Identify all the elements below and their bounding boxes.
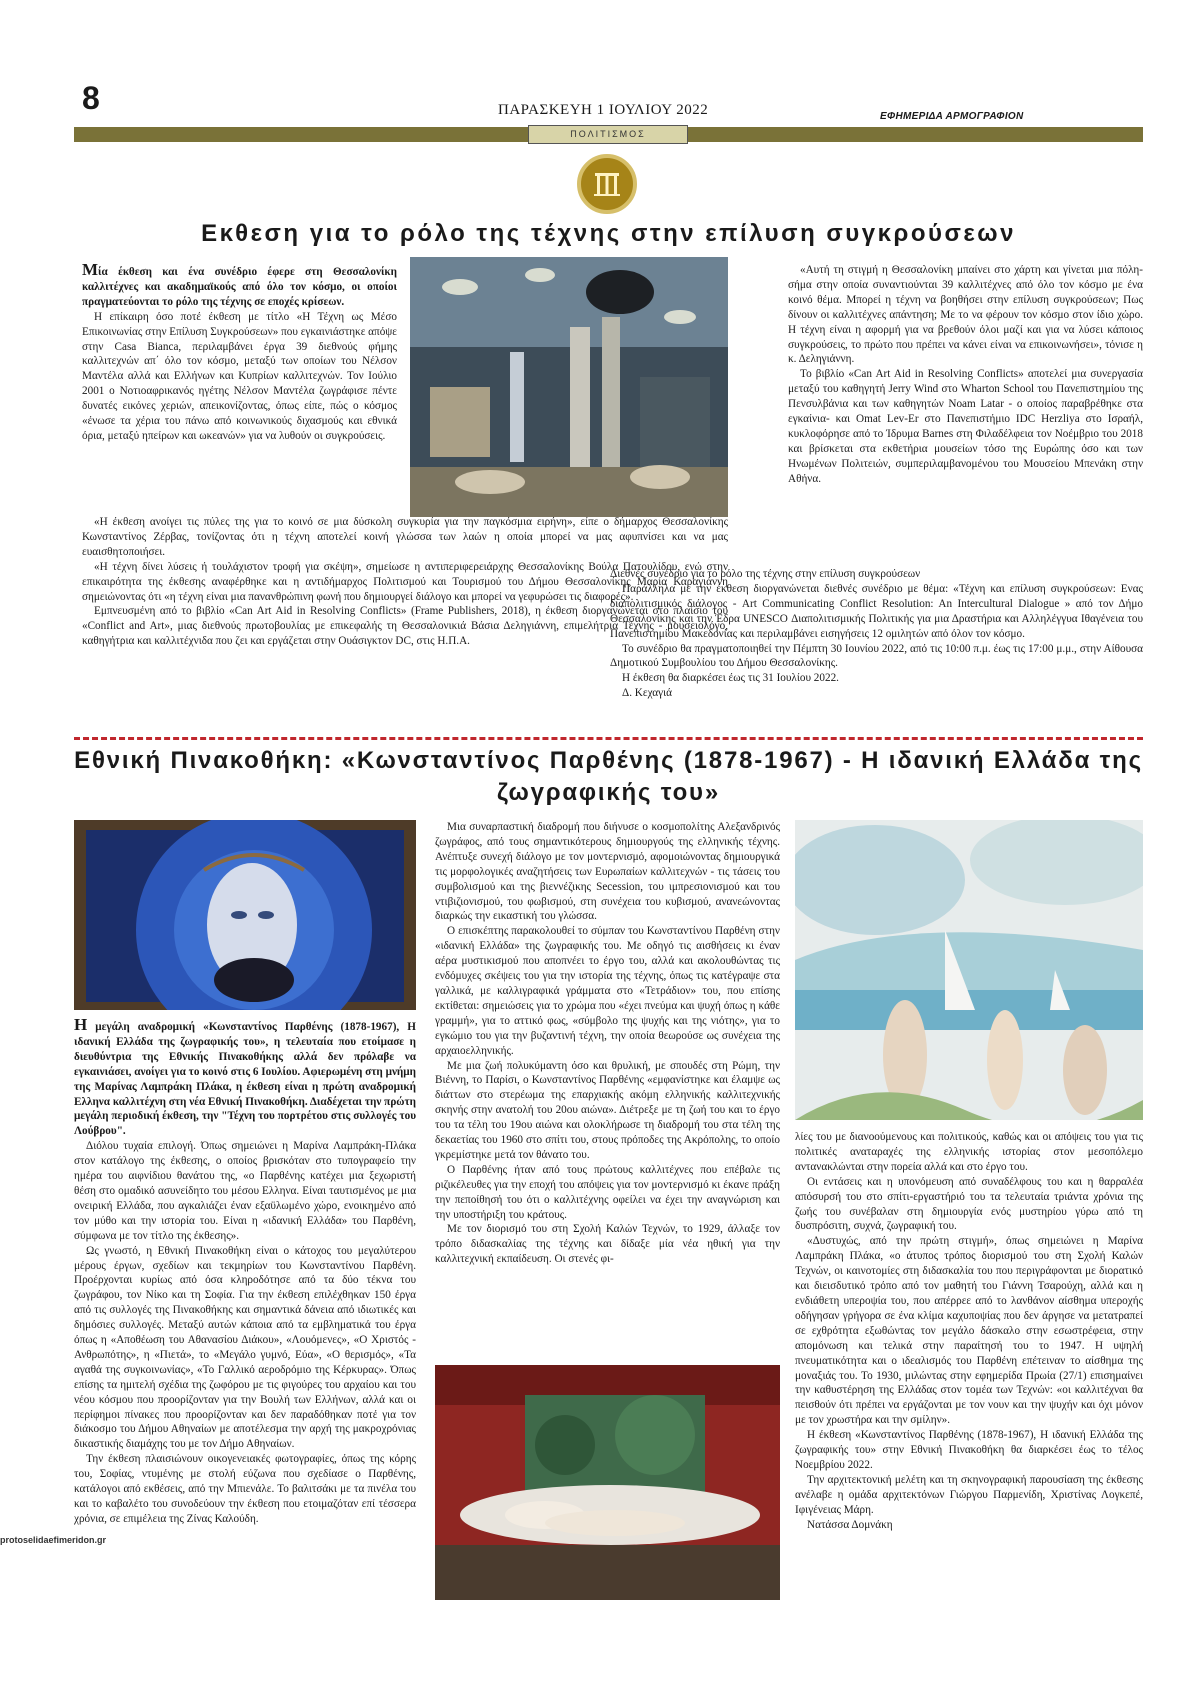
article1-paragraph: Εμπνευσμένη από το βιβλίο «Can Art Aid in Resolving Conflicts» (Frame Publishers, 2018), η έκθεση διοργανώνεται στο πλαίσιο του «Conflict and Art», μιας διεθνούς πρωτοβουλίας με επικεφαλής τη Θεσσαλονικιά Βάσια Δεληγιάννη, επιμελήτρια Τέχνης - μουσειολόγο, καθηγήτρια και καλλιτέχνιδα που ζει και εργάζεται στην Ουάσιγκτον DC, στις Η.Π.Α. [82, 605, 728, 648]
article2-col2 [435, 820, 780, 1267]
source-watermark: protoselidaefimeridon.gr [0, 1535, 107, 1545]
article1-paragraph: Το βιβλίο «Can Art Aid in Resolving Conflicts» αποτελεί μια συνεργασία μεταξύ του καθηγητή Jerry Wind στο Wharton School του Πανεπιστημίου της Πενσυλβάνια και των καθηγητών Noam Latar - ο οποίος παραβρέθηκε στα εγκαίνια- και Omat Lev-Er στο Πανεπιστήμιο IDC Herzliya στο Ισραήλ, κυκλοφόρησε από το Ίδρυμα Barnes στη Φιλαδέλφεια τον Νοέμβριο του 2018 και βρίσκεται στα εκθετήρια μουσείων τόσο της Ευρώπης όσο και των Ηνωμένων Πολιτειών, συμπεριλαμβανομένου του Μουσείου Μπενάκη στην Αθήνα. [788, 368, 1143, 485]
article2-headline: Εθνική Πινακοθήκη: «Κωνσταντίνος Παρθένης (1878-1967) - Η ιδανική Ελλάδα της ζωγραφικής του» [74, 747, 1143, 806]
article1-paragraph: «Αυτή τη στιγμή η Θεσσαλονίκη μπαίνει στο χάρτη και γίνεται μια πόλη-σήμα στην οποία συναντιούνται 39 καλλιτέχνες από όλο τον κόσμο με ένα κοινό θέμα. Μπορεί η τέχνη να βοηθήσει στην επίλυση συγκρούσεων; Πως δίνουν οι καλλιτέχνες απάντηση; Με το να φέρουν τον κόσμο στον ίδιο χώρο. Η τέχνη είναι η αφορμή για να βρεθούν όλοι μαζί και για να λύσει κάποιος συγκρούσεις, το πρώτο που πρέπει να κάνει είναι να επικοινωνήσει», τόνισε η κ. Δεληγιάννη. [788, 264, 1143, 366]
article1-paragraph: Το συνέδριο θα πραγματοποιηθεί την Πέμπτη 30 Ιουνίου 2022, από τις 10:00 π.μ. έως τις 17:00 μ.μ., στην Αίθουσα Δημοτικού Συμβουλίου του Δήμου Θεσσαλονίκης. [610, 642, 1143, 670]
article2-col3 [795, 1130, 1143, 1532]
article2-paragraph: Οι εντάσεις και η υπονόμευση από συναδέλφους του και η θαρραλέα απόσυρσή του στο σπίτι-εργαστήριό του τα τελευταία τριάντα χρόνια της ζωής του συνέβαλαν στη δημιουργία ενός μυστηρίου γύρω από τη δυσπρόσιτη, συχνά, ζωγραφική του. [795, 1175, 1143, 1233]
article2-paragraph: Η έκθεση «Κωνσταντίνος Παρθένης (1878-1967), Η ιδανική Ελλάδα της ζωγραφικής του» στην Εθνική Πινακοθήκη θα διαρκέσει έως το τέλος Νοεμβρίου 2022. [795, 1429, 1143, 1471]
masthead: ΕΦΗΜΕΡΙΔΑ ΑΡΜΟΓΡΑΦΙΟΝ [880, 111, 1024, 122]
article1-conference-block [610, 567, 1143, 701]
article1-paragraph: Η έκθεση θα διαρκέσει έως τις 31 Ιουλίου 2022. [622, 672, 839, 685]
article1-col1 [82, 260, 397, 444]
article2-byline: Νατάσσα Δομνάκη [807, 1518, 893, 1531]
article1-lead: Μία έκθεση και ένα συνέδριο έφερε στη Θεσσαλονίκη καλλιτέχνες και ακαδημαϊκούς από όλο τον κόσμο, οι οποίοι πραγματεύονται το ρόλο της τέχνης σε εποχές κρίσεων. [82, 260, 397, 308]
article1-paragraph: «Η έκθεση ανοίγει τις πύλες της για το κοινό σε μια δύσκολη συγκυρία για την παγκόσμια ειρήνη», είπε ο δήμαρχος Θεσσαλονίκης Κωνσταντίνος Ζέρβας, τονίζοντας ότι η τέχνη αποτελεί κοινή γλώσσα των λαών η οποία μπορεί να μας αφυπνίσει και να μας ευαισθητοποιήσει. [82, 516, 728, 558]
article2-paragraph: Την αρχιτεκτονική μελέτη και τη σκηνογραφική παρουσίαση της έκθεσης ανέλαβε η ομάδα αρχιτεκτόνων Γιώργου Παρμενίδη, Χριστίνας Λογκεπέ, Ιφιγένειας Μάρη. [795, 1473, 1143, 1516]
article1-artwork [410, 257, 728, 517]
article1-byline: Δ. Κεχαγιά [622, 687, 672, 700]
issue-date: ΠΑΡΑΣΚΕΥΗ 1 ΙΟΥΛΙΟΥ 2022 [498, 102, 709, 118]
page-number: 8 [82, 80, 100, 116]
article2-paragraph: Μια συναρπαστική διαδρομή που διήνυσε ο κοσμοπολίτης Αλεξανδρινός ζωγράφος, από τους σημαντικότερους δημιουργούς της ελληνικής τέχνης. Ανέπτυξε συνεχή διάλογο με τον μοντερνισμό, αφομοιώνοντας δημιουργικά τις μορφολογικές αναζητήσεις των Ευρωπαίων καλλιτεχνών - τις τάσεις του συμβολισμού και της βιεννέζικης Secession, του ιμπρεσιονισμού και του ντιβιζιονισμού, του φωβισμού, στη συνέχεια του κυβισμού, ανανεώνοντας διαρκώς την εικαστική του γλώσσα. [435, 821, 780, 923]
section-label: ΠΟΛΙΤΙΣΜΟΣ [528, 125, 688, 144]
article2-lead: Η μεγάλη αναδρομική «Κωνσταντίνος Παρθένης (1878-1967), Η ιδανική Ελλάδα της ζωγραφικής του», η τελευταία που ετοίμασε η διευθύντρια της Εθνικής Πινακοθήκης αλλά δεν πρόλαβε να εγκαινιάσει, ανοίγει για το κοινό στις 6 Ιουλίου. Αφιερωμένη στη μνήμη της Μαρίνας Λαμπράκη Πλάκα, η έκθεση είναι η πρώτη αναδρομική Ελληνα καλλιτέχνη στη νέα Εθνική Πινακοθήκη. Διαδέχεται την πρώτη μεγάλη περιοδική έκθεση, την "Τέχνη του πορτρέτου στις συλλογές του Λούβρου". [74, 1015, 416, 1138]
article2-paragraph: λίες του με διανοούμενους και πολιτικούς, καθώς και οι απόψεις του για τις πολιτικές αναταραχές της ελληνικής ιστορίας στον μεσοπόλεμο αντανακλώνται στην πορεία αλλά και στο έργο του. [795, 1131, 1143, 1173]
article2-paragraph: «Δυστυχώς, από την πρώτη στιγμή», όπως σημειώνει η Μαρίνα Λαμπράκη Πλάκα, «ο άτυπος τρόπος διορισμού του στη Σχολή Καλών Τεχνών, οι καινοτομίες στη διδασκαλία του που περιγράφονται με διορατικό και διεισδυτικό τρόπο από τον μαθητή του Γιάννη Τσαρούχη, αλλά και η ενδιάθετη υπεροψία του, που απέρρεε από το λανθάνον αίσθημα υπεροχής οδήγησαν γρήγορα σε ένα κλίμα καχυποψίας που δεν άργησε να μετατραπεί σε εχθρότητα εξωθώντας τον μεγάλο δάσκαλο στην εσωστρέφεια, στην απομόνωση και τελικά στην παραίτησή του το 1947. Η υψηλή πνευματικότητα και ο ιδεαλισμός του Παρθένη επέτειναν το αίσθημα της μοναξιάς του. Το 1930, μιλώντας στην εφημερίδα Πρωία (27/1) επισημαίνει την καθυστέρηση της Ελλάδας στον τομέα των Τεχνών: «οι καλλιτέχναι θα πεισθούν ότι πρέπει να εργάζονται με τον νουν και την ψυχήν και όχι μόνον με τον χρωστήρα και την σμίλην». [795, 1235, 1143, 1427]
article2-artwork-christ [74, 820, 416, 1010]
article1-paragraph: Παράλληλα με την έκθεση διοργανώνεται διεθνές συνέδριο με θέμα: «Τέχνη και επίλυση συγκρούσεων: Ενας διαπολιτισμικός διάλογος - Art Communicating Conflict Resolution: An Intercultural Dialogue » από τον Δήμο Θεσσαλονίκης και την Έδρα UNESCO Διαπολιτισμικής Πολιτικής για μια Δραστήρια και Αλληλέγγυα Ιθαγένεια του Πανεπιστημίου Μακεδονίας και περιλαμβάνει εισηγήσεις 12 ομιλητών από όλον τον κόσμο. [610, 582, 1143, 640]
article1-paragraph: «Η τέχνη δίνει λύσεις ή τουλάχιστον τροφή για σκέψη», σημείωσε η αντιπεριφερειάρχης Θεσσαλονίκης Βούλα Πατουλίδου, ενώ στην επικαιρότητα της έκθεσης αναφέρθηκε και η αντιδήμαρχος Πολιτισμού και Τουρισμού του Δήμου Θεσσαλονίκης Μαρία Καραγιάννη σημειώνοντας ότι «η τέχνη είναι μια πανανθρώπινη φωνή που δημιουργεί διάλογο και μπορεί να γεφυρώσει τις διαφορές». [82, 560, 728, 603]
article-divider [74, 737, 1143, 740]
article1-paragraph: Η επίκαιρη όσο ποτέ έκθεση με τίτλο «Η Τέχνη ως Μέσο Επικοινωνίας στην Επίλυση Συγκρούσεων» που εγκαινιάστηκε απόψε στην Casa Bianca, περιλαμβάνει έργα 39 διεθνούς φήμης καλλιτεχνών απ΄ όλο τον κόσμο, μεταξύ των οποίων του Νέλσον Μαντέλα αλλά και Ελλήνων και Κυπρίων καλλιτεχνών. Τον Ιούλιο 2001 ο Νοτιοαφρικανός ηγέτης Νέλσον Μαντέλα ζωγράφισε πέντε δυνατές εικόνες χεριών, απεικονίζοντας, όπως είπε, πώς ο κόσμος «ένωσε τα χέρια του πάνω από κοινωνικούς διχασμούς και εθνικά όρια, μεταξύ ηπείρων και ωκεανών» για να λυθούν οι συγκρούσεις. [82, 310, 397, 442]
column-logo-icon [577, 154, 637, 214]
article1-subhead: Διεθνές συνέδριο για το ρόλο της τέχνης στην επίλυση συγκρούσεων [610, 568, 921, 580]
article2-paragraph: Ο επισκέπτης παρακολουθεί το σύμπαν του Κωνσταντίνου Παρθένη στην «ιδανική Ελλάδα» της ζωγραφικής του. Με οδηγό τις αισθήσεις κι έναν αέρα μυστικισμού που αποπνέει το έργο του, αλλά και ακολουθώντας τις ενδόμυχες σκέψεις του για την ιστορία της τέχνης, όπως τις κατέγραψε στα γαλλικά, με καλλιγραφικά γράμματα στο «Τετράδιον» του, που επίσης εκτίθεται: σημειώσεις για το χρώμα που «έχει πνεύμα και ψυχή όπως η κάθε γραμμή», για το αττικό φως, «σύμβολο της ψυχής και της νιότης», για το εγκώμιο του για την βυζαντινή τέχνη, την οποία θεωρούσε ως συνέχεια της αρχαιοελληνικής. [435, 925, 780, 1057]
article2-paragraph: Την έκθεση πλαισιώνουν οικογενειακές φωτογραφίες, όπως της κόρης του, Σοφίας, ντυμένης με στολή εύζωνα που σχεδίασε ο Παρθένης, κατάλογοι από εκθέσεις, από την Μπιενάλε. Το βαλιτσάκι με τα πινέλα του και το καβαλέτο του συνοδεύουν την έκθεση που ετοιμαζόταν επί τέσσερα χρόνια, σε επιμέλεια της Ζίνας Καλούδη. [74, 1453, 416, 1525]
article2-paragraph: Ο Παρθένης ήταν από τους πρώτους καλλιτέχνες που επέβαλε τις ριζικέλευθες για την εποχή του απόψεις για τον μοντερνισμό κι έκανε πράξη την πεποίθησή του ότι ο καλλιτέχνης οφείλει να έχει την αναγνώριση και την υποστήριξη του κράτους. [435, 1163, 780, 1221]
article1-col3 [788, 263, 1143, 487]
article2-paragraph: Με τον διορισμό του στη Σχολή Καλών Τεχνών, το 1929, άλλαξε τον τρόπο διδασκαλίας της τέχνης και δίδαξε μία νέα ηθική για την καλλιτεχνική εκπαίδευση. Οι στενές φι- [435, 1223, 780, 1266]
article2-col1 [74, 1015, 416, 1527]
article2-artwork-landscape [795, 820, 1143, 1120]
article1-headline: Εκθεση για το ρόλο της τέχνης στην επίλυση συγκρούσεων [201, 220, 1016, 247]
article2-paragraph: Διόλου τυχαία επιλογή. Όπως σημειώνει η Μαρίνα Λαμπράκη-Πλάκα στον κατάλογο της έκθεσης, ο οποίος βρισκόταν στο τυπογραφείο την ημέρα του αιφνίδιου θανάτου της, «ο Παρθένης κατέχει μια ξεχωριστή θέση στο ομαδικό ασυνείδητο του μέσου Ελληνα. Είναι ταυτισμένος με μια ονειρική Ελλάδα, που αγκαλιάζει έναν εξαϋλωμένο χώρο, ενοικημένο από τον μύθο και την ιστορία του. Είναι η «ιδανική Ελλάδα» του Παρθένη, σύμφωνα με τον τίτλο της έκθεσης». [74, 1140, 416, 1242]
article2-artwork-reclining [435, 1365, 780, 1600]
article2-paragraph: Ως γνωστό, η Εθνική Πινακοθήκη είναι ο κάτοχος του μεγαλύτερου μέρους έργων, σχεδίων και τεκμηρίων του Κωνσταντίνου Παρθένη. Προέρχονται κυρίως από όσα κληροδότησε από τα δύο τέκνα του ζωγράφου, τον Νίκο και τη Σοφία. Για την έκθεση επιλέχθηκαν 150 έργα από τις συλλογές της Πινακοθήκης και σημαντικά δάνεια από ιδιωτικές και δημόσιες συλλογές. Μεταξύ αυτών κάποια από τα εμβληματικά του έργα όπως η «Αποθέωση του Αθανασίου Διάκου», «Λουόμενες», «Ο Χριστός - Ανθρωπότης», η «Πιετά», το «Μεγάλο γυμνό, Εύα», «Ο θερισμός», «Τα αγαθά της συγκοινωνίας», «Το Γαλλικό αεροδρόμιο της Κέρκυρας». Όπως επίσης τα ημιτελή σχέδια της ζωφόρου με τις φιγούρες του αρχαίου και του νέου κόσμου που προορίζονταν για την Βουλή των Ελλήνων, αλλά και οι περίφημοι πίνακες που προορίζονταν και δεν παραδόθηκαν ποτέ για τον διάκοσμο του Δήμου Αθηναίων με αποτέλεσμα την αρχή της μακροχρόνιας δικαστικής διαμάχης του με τον Δήμο Αθηναίων. [74, 1244, 416, 1451]
article2-paragraph: Με μια ζωή πολυκύμαντη όσο και θρυλική, με σπουδές στη Ρώμη, την Βιέννη, το Παρίσι, ο Κωνσταντίνος Παρθένης «εμφανίστηκε και έλαμψε ως διάττων στο στερέωμα της επαρχιακής ακόμη ελληνικής καλλιτεχνικής σκηνής στην ανατολή του 20ου αιώνα». Διέτρεξε με τη ζωή του και το έργο του τα τέλη του 19ου αιώνα και ολοκλήρωσε τη διαδρομή του στα τέλη της δεκαετίας του 1960 στο σπίτι του, στους πρόποδες της Ακρόπολης, το οποίο γκρεμίστηκε μετά τον θάνατο του. [435, 1059, 780, 1161]
